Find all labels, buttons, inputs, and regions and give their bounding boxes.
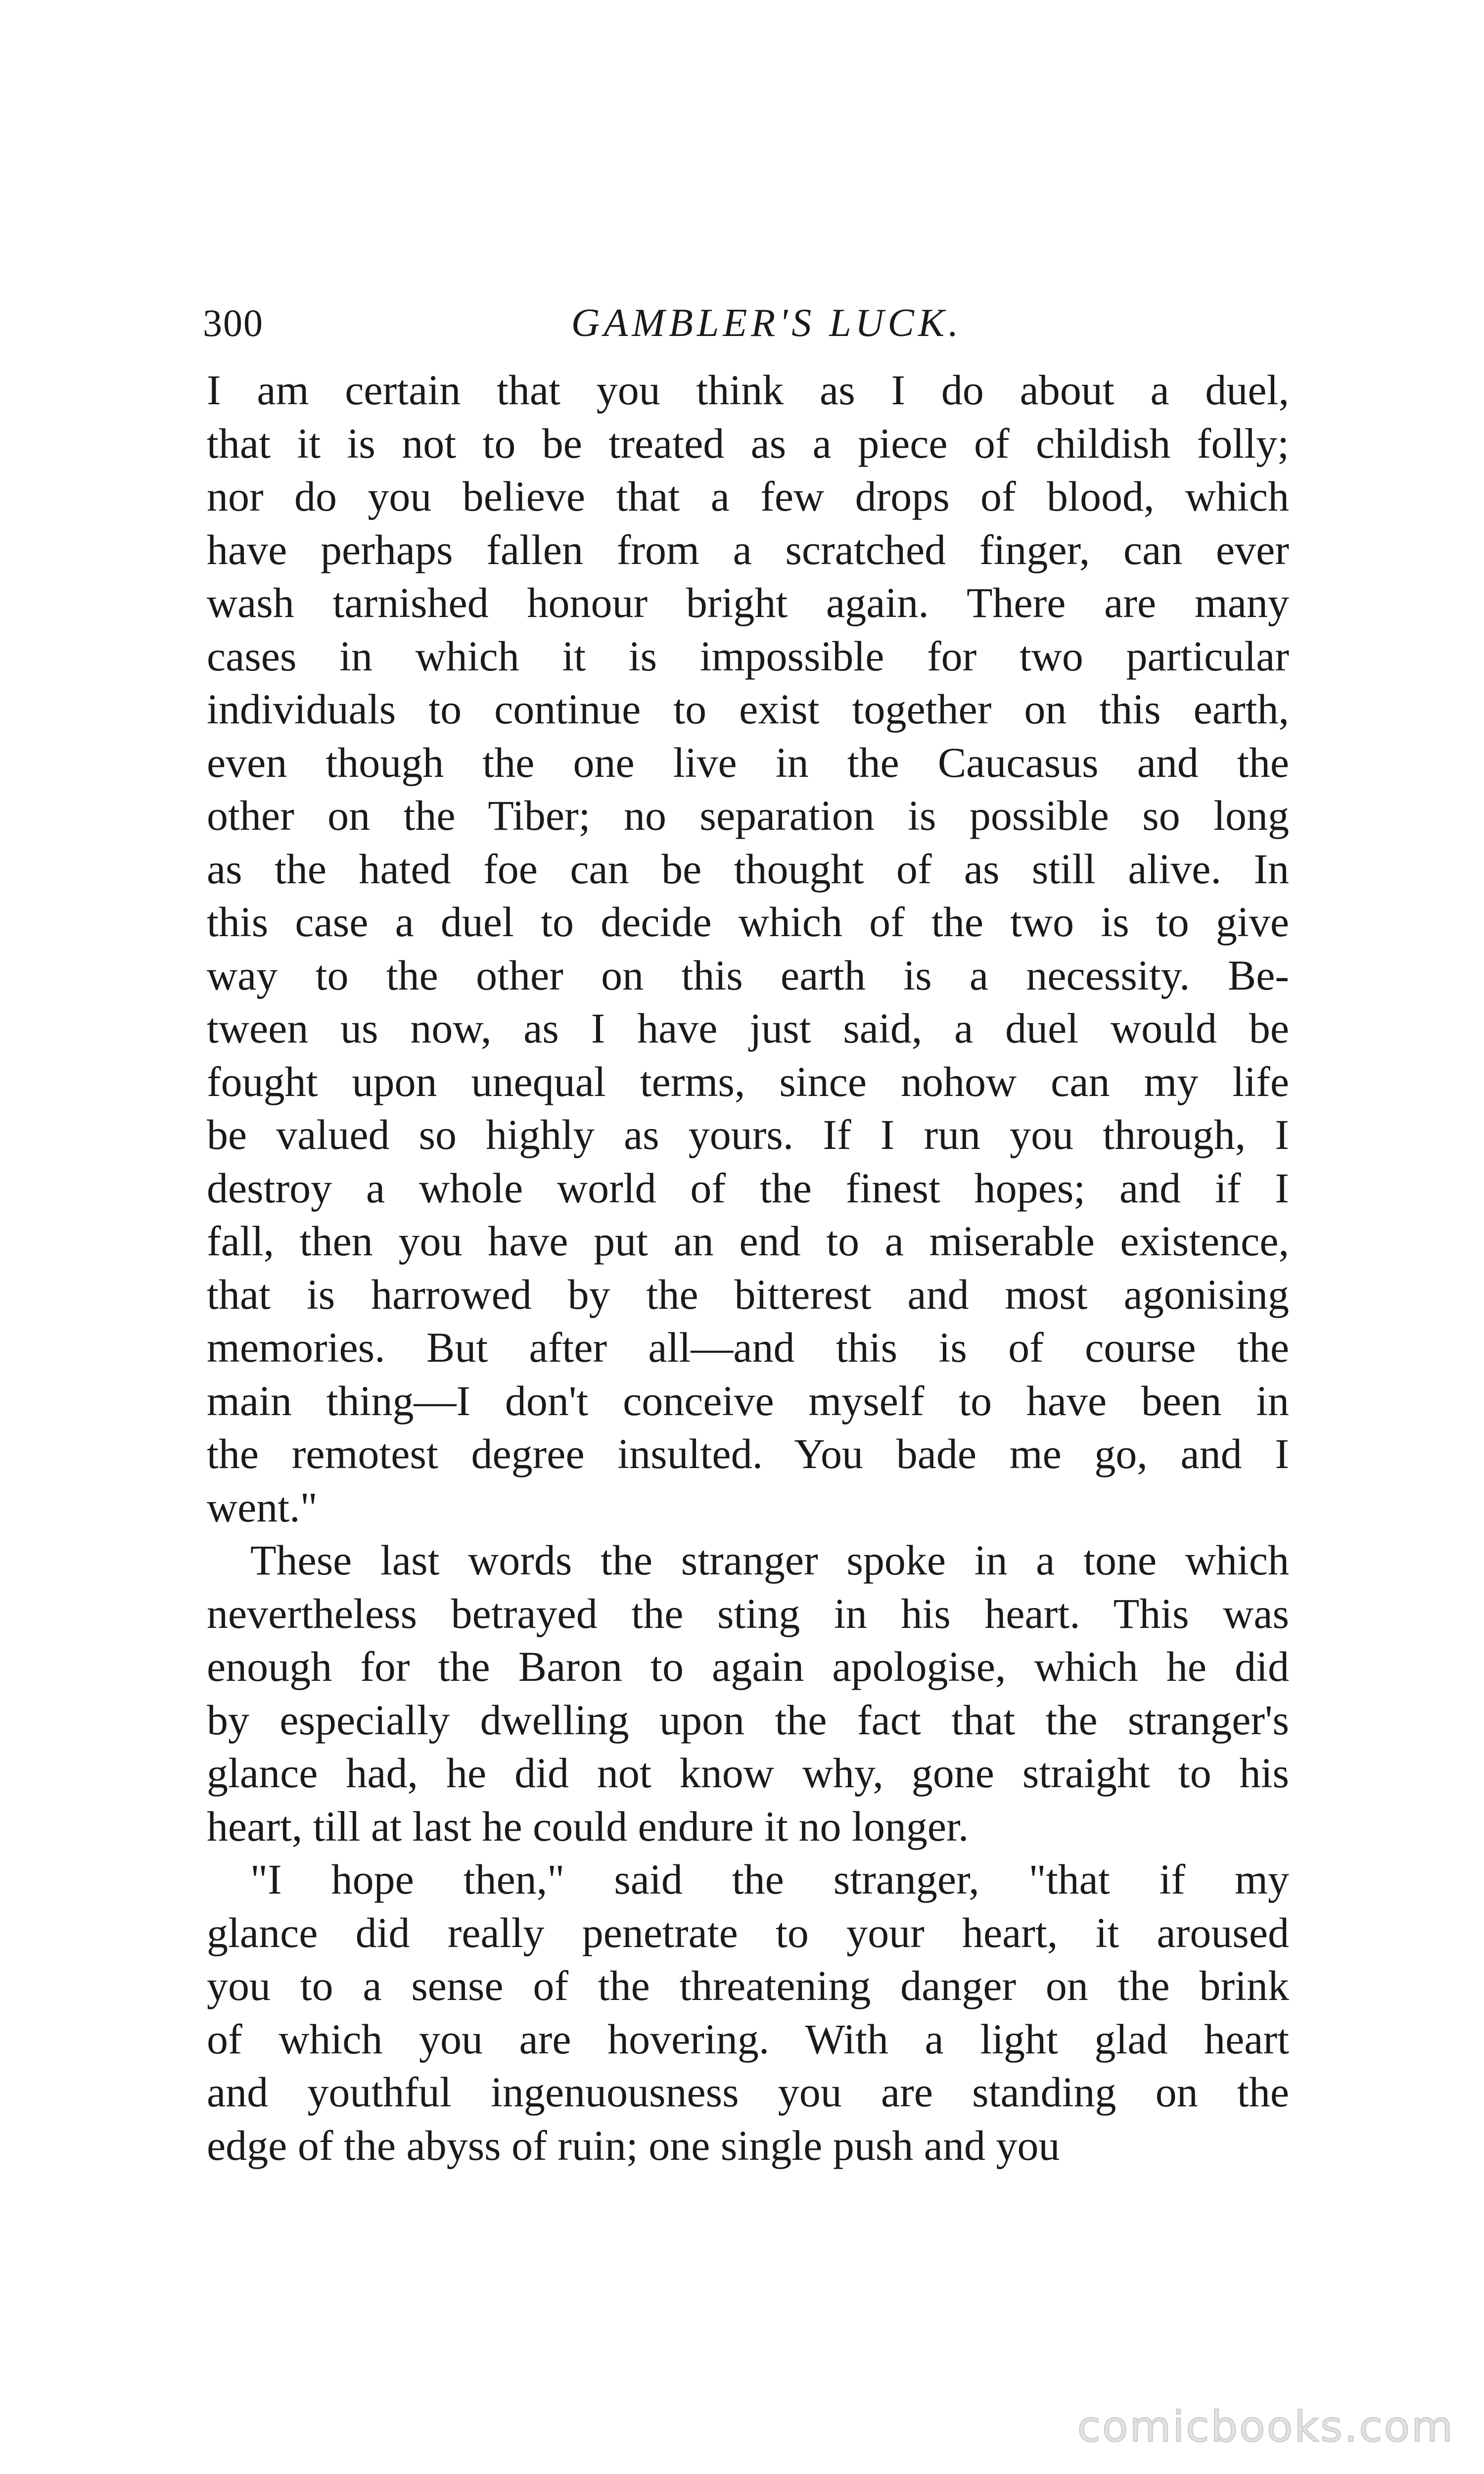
text-line: enough for the Baron to again apologise, which he did bbox=[207, 1643, 1289, 1690]
text-line: nor do you believe that a few drops of blood, which bbox=[207, 473, 1289, 520]
text-line: destroy a whole world of the finest hopes; and if I bbox=[207, 1164, 1289, 1212]
text-line: tween us now, as I have just said, a duel would be bbox=[207, 1004, 1289, 1052]
text-line: heart, till at last he could endure it no longer. bbox=[207, 1802, 969, 1850]
text-line: I am certain that you think as I do about a duel, bbox=[207, 366, 1289, 414]
text-line: These last words the stranger spoke in a tone which bbox=[250, 1536, 1289, 1584]
text-line: that it is not to be treated as a piece of childish folly; bbox=[207, 419, 1289, 467]
text-line: and youthful ingenuousness you are standing on the bbox=[207, 2068, 1289, 2116]
paragraph bbox=[207, 364, 1289, 1534]
text-line: way to the other on this earth is a necessity. Be- bbox=[207, 951, 1289, 999]
text-line: as the hated foe can be thought of as still alive. In bbox=[207, 845, 1289, 893]
text-line: the remotest degree insulted. You bade me go, and I bbox=[207, 1430, 1289, 1477]
text-line: that is harrowed by the bitterest and most agonising bbox=[207, 1270, 1289, 1318]
text-line: of which you are hovering. With a light glad heart bbox=[207, 2015, 1289, 2063]
text-line: you to a sense of the threatening danger on the brink bbox=[207, 1962, 1289, 2009]
text-line: fall, then you have put an end to a miserable existence, bbox=[207, 1217, 1289, 1265]
watermark-logo: comicbooks.com bbox=[1077, 2402, 1454, 2452]
paragraph bbox=[207, 1853, 1289, 2172]
text-line: glance had, he did not know why, gone straight to his bbox=[207, 1749, 1289, 1797]
page-number: 300 bbox=[203, 301, 264, 344]
text-line: went." bbox=[207, 1483, 318, 1531]
running-head bbox=[203, 296, 1291, 350]
text-line: nevertheless betrayed the sting in his heart. This was bbox=[207, 1589, 1289, 1637]
text-line: cases in which it is impossible for two particular bbox=[207, 632, 1289, 680]
text-line: have perhaps fallen from a scratched finger, can ever bbox=[207, 525, 1289, 573]
text-line: this case a duel to decide which of the two is to give bbox=[207, 898, 1289, 946]
text-line: even though the one live in the Caucasus and the bbox=[207, 738, 1289, 786]
text-line: memories. But after all—and this is of course the bbox=[207, 1324, 1289, 1371]
text-line: other on the Tiber; no separation is possible so long bbox=[207, 792, 1289, 839]
text-line: be valued so highly as yours. If I run you through, I bbox=[207, 1111, 1289, 1158]
paragraph bbox=[207, 1534, 1289, 1853]
body-text bbox=[207, 364, 1289, 2172]
text-line: individuals to continue to exist together on this earth, bbox=[207, 685, 1289, 733]
text-line: main thing—I don't conceive myself to have been in bbox=[207, 1377, 1289, 1425]
text-line: by especially dwelling upon the fact that the stranger's bbox=[207, 1696, 1289, 1744]
text-line: wash tarnished honour bright again. There are many bbox=[207, 579, 1289, 626]
text-line: glance did really penetrate to your heart, it aroused bbox=[207, 1908, 1289, 1956]
running-title: GAMBLER'S LUCK. bbox=[571, 301, 963, 345]
text-line: fought upon unequal terms, since nohow can my life bbox=[207, 1057, 1289, 1105]
text-line: edge of the abyss of ruin; one single push and you bbox=[207, 2121, 1060, 2169]
text-line: "I hope then," said the stranger, "that if my bbox=[250, 1856, 1289, 1903]
